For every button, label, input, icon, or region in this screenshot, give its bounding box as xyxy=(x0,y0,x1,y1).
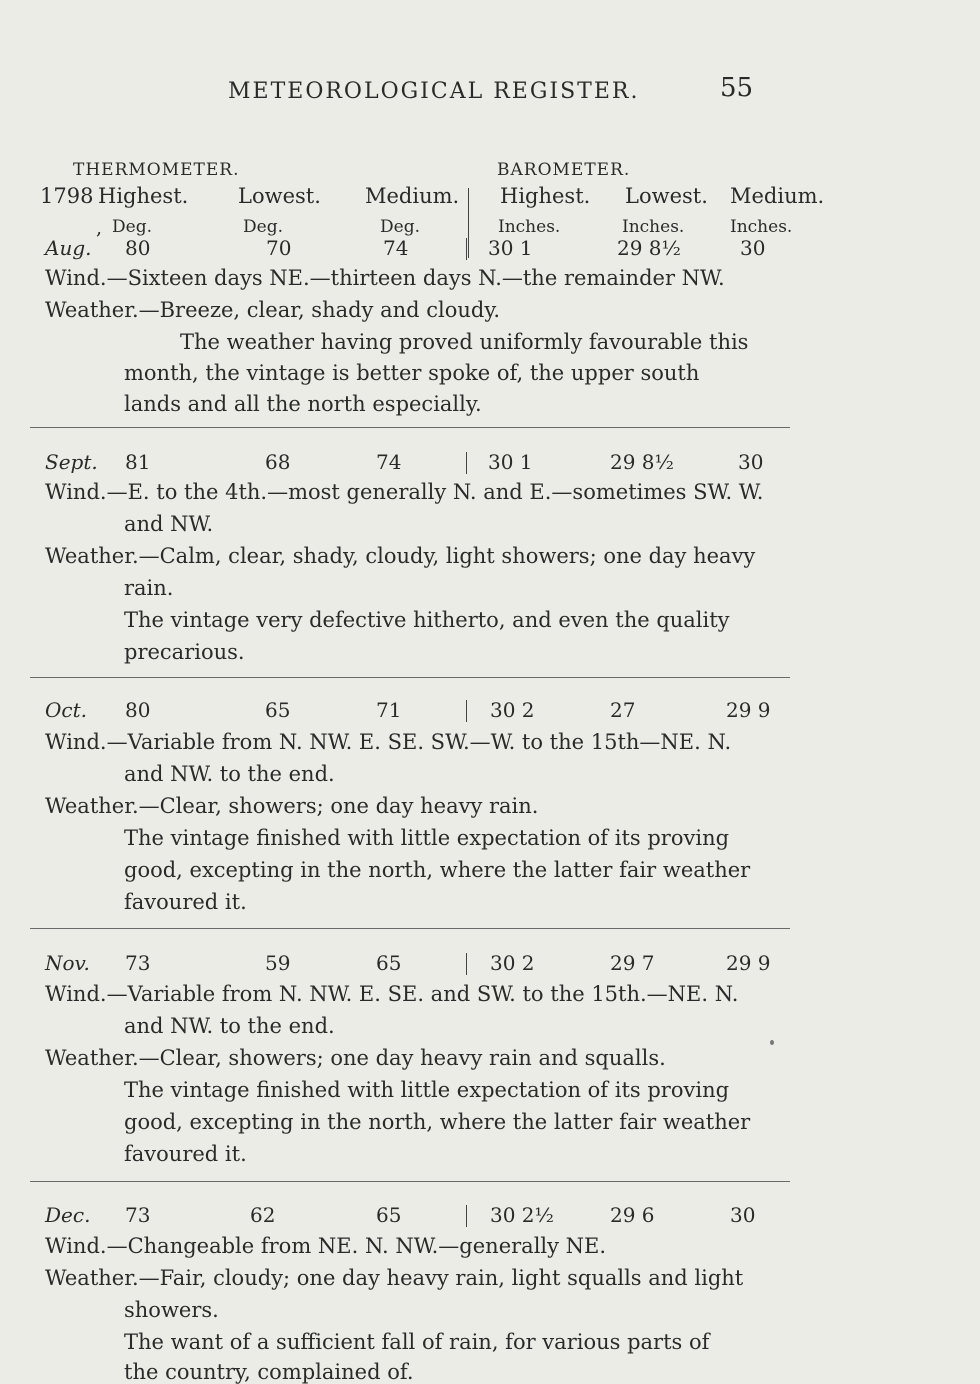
remark-line: the country, complained of. xyxy=(124,1360,414,1384)
baro-medium: 29 9 xyxy=(726,951,771,975)
baro-medium: 30 xyxy=(730,1203,756,1227)
therm-lowest-header: Lowest. xyxy=(238,184,321,208)
data-row xyxy=(0,951,800,981)
weather-line: showers. xyxy=(124,1298,219,1322)
baro-highest-header: Highest. xyxy=(500,184,591,208)
therm-medium: 65 xyxy=(376,1203,402,1227)
year: 1798 xyxy=(40,184,94,208)
baro-highest: 30 1 xyxy=(488,236,533,260)
baro-medium-header: Medium. xyxy=(730,184,825,208)
unit-inches: Inches. xyxy=(730,217,793,237)
remark-line: favoured it. xyxy=(124,1142,247,1166)
month-label: Nov. xyxy=(45,951,90,975)
baro-lowest-header: Lowest. xyxy=(625,184,708,208)
therm-highest-header: Highest. xyxy=(98,184,189,208)
wind-line: and NW. to the end. xyxy=(124,762,335,786)
page-number: 55 xyxy=(720,73,754,103)
therm-medium: 74 xyxy=(376,450,402,474)
therm-lowest: 68 xyxy=(265,450,291,474)
column-divider xyxy=(466,452,467,474)
therm-highest: 80 xyxy=(125,236,151,260)
separator-rule xyxy=(30,677,790,678)
remark-line: month, the vintage is better spoke of, the upper south xyxy=(124,361,700,385)
baro-lowest: 29 8½ xyxy=(610,450,674,474)
baro-lowest: 27 xyxy=(610,698,636,722)
baro-highest: 30 1 xyxy=(488,450,533,474)
separator-rule xyxy=(30,1181,790,1182)
weather-line: Weather.—Fair, cloudy; one day heavy rain, light squalls and light xyxy=(45,1266,744,1290)
remark-line: good, excepting in the north, where the latter fair weather xyxy=(124,1110,751,1134)
therm-lowest: 65 xyxy=(265,698,291,722)
weather-line: Weather.—Breeze, clear, shady and cloudy. xyxy=(45,298,501,322)
page-header xyxy=(0,73,800,113)
month-label: Sept. xyxy=(45,450,98,474)
remark-line: good, excepting in the north, where the latter fair weather xyxy=(124,858,751,882)
thermometer-label: THERMOMETER. xyxy=(73,160,240,180)
remark-line: The vintage very defective hitherto, and even the quality xyxy=(124,608,730,632)
therm-medium-header: Medium. xyxy=(365,184,460,208)
remark-line: The vintage finished with little expectation of its proving xyxy=(124,1078,730,1102)
unit-inches: Inches. xyxy=(498,217,561,237)
therm-lowest: 59 xyxy=(265,951,291,975)
separator-rule xyxy=(30,928,790,929)
baro-medium: 30 xyxy=(740,236,766,260)
remark-line: lands and all the north especially. xyxy=(124,392,482,416)
wind-line: Wind.—E. to the 4th.—most generally N. and E.—sometimes SW. W. xyxy=(45,480,764,504)
therm-medium: 74 xyxy=(383,236,409,260)
wind-line: Wind.—Variable from N. NW. E. SE. and SW. to the 15th.—NE. N. xyxy=(45,982,739,1006)
therm-highest: 81 xyxy=(125,450,151,474)
data-row xyxy=(0,236,800,266)
column-divider xyxy=(466,700,467,722)
therm-lowest: 70 xyxy=(266,236,292,260)
weather-line: Weather.—Clear, showers; one day heavy rain and squalls. xyxy=(45,1046,666,1070)
baro-lowest: 29 8½ xyxy=(617,236,681,260)
therm-highest: 73 xyxy=(125,951,151,975)
data-row xyxy=(0,698,800,728)
unit-deg: Deg. xyxy=(112,217,152,237)
wind-line: Wind.—Changeable from NE. N. NW.—generally NE. xyxy=(45,1234,607,1258)
column-divider xyxy=(466,238,467,260)
barometer-label: BAROMETER. xyxy=(497,160,631,180)
baro-medium: 29 9 xyxy=(726,698,771,722)
remark-line: The want of a sufficient fall of rain, for various parts of xyxy=(124,1330,710,1354)
weather-line: Weather.—Clear, showers; one day heavy rain. xyxy=(45,794,539,818)
baro-highest: 30 2½ xyxy=(490,1203,554,1227)
month-label: Aug. xyxy=(45,236,92,260)
month-label: Dec. xyxy=(45,1203,91,1227)
baro-highest: 30 2 xyxy=(490,951,535,975)
therm-medium: 71 xyxy=(376,698,402,722)
therm-highest: 73 xyxy=(125,1203,151,1227)
remark-line: The vintage finished with little expectation of its proving xyxy=(124,826,730,850)
unit-deg: Deg. xyxy=(380,217,420,237)
weather-line: rain. xyxy=(124,576,174,600)
baro-highest: 30 2 xyxy=(490,698,535,722)
wind-line: Wind.—Sixteen days NE.—thirteen days N.—the remainder NW. xyxy=(45,266,725,290)
therm-medium: 65 xyxy=(376,951,402,975)
wind-line: Wind.—Variable from N. NW. E. SE. SW.—W. to the 15th—NE. N. xyxy=(45,730,732,754)
data-row xyxy=(0,1203,800,1233)
remark-line: favoured it. xyxy=(124,890,247,914)
baro-lowest: 29 6 xyxy=(610,1203,655,1227)
running-title: METEOROLOGICAL REGISTER. xyxy=(228,79,640,104)
baro-lowest: 29 7 xyxy=(610,951,655,975)
remark-line: precarious. xyxy=(124,640,245,664)
ink-speck xyxy=(770,1040,774,1045)
wind-line: and NW. xyxy=(124,512,214,536)
weather-line: Weather.—Calm, clear, shady, cloudy, light showers; one day heavy xyxy=(45,544,756,568)
data-row xyxy=(0,450,800,480)
unit-inches: Inches. xyxy=(622,217,685,237)
baro-medium: 30 xyxy=(738,450,764,474)
month-label: Oct. xyxy=(45,698,87,722)
therm-lowest: 62 xyxy=(250,1203,276,1227)
separator-rule xyxy=(30,427,790,428)
wind-line: and NW. to the end. xyxy=(124,1014,335,1038)
therm-highest: 80 xyxy=(125,698,151,722)
column-divider xyxy=(466,953,467,975)
remark-line: The weather having proved uniformly favourable this xyxy=(180,330,749,354)
unit-deg: Deg. xyxy=(243,217,283,237)
column-divider xyxy=(466,1205,467,1227)
